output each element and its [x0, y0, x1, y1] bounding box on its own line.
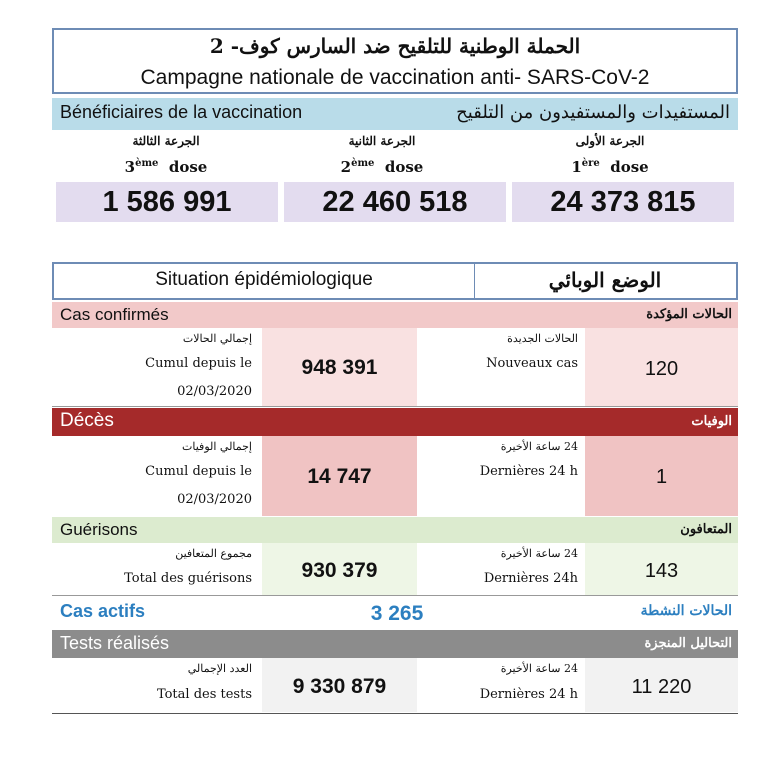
confirmed-cumul-value: 948 391	[301, 356, 378, 379]
deaths-band	[52, 408, 738, 436]
campaign-title-ar: الحملة الوطنية للتلقيح ضد السارس كوف- 2	[209, 34, 581, 58]
deaths-label-ar: الوفيات	[691, 414, 732, 429]
recoveries-bottom-rule	[52, 595, 738, 596]
beneficiaries-label-fr: Bénéficiaires de la vaccination	[60, 102, 303, 122]
confirmed-cumul-label-fr: Cumul depuis le	[145, 356, 252, 371]
recoveries-last-value: 143	[644, 560, 679, 582]
tests-total-label-ar: العدد الإجمالي	[187, 662, 252, 675]
deaths-last-label-fr: Dernières 24 h	[479, 464, 578, 479]
beneficiaries-label-ar: المستفيدات والمستفيدون من التلقيح	[456, 102, 730, 123]
dose2-label-ar: الجرعة الثانية	[348, 134, 416, 148]
dose1-label-ar: الجرعة الأولى	[575, 134, 645, 148]
active-label-fr: Cas actifs	[60, 601, 146, 621]
active-label-ar: الحالات النشطة	[640, 603, 732, 619]
confirmed-cumul-date: 02/03/2020	[177, 384, 252, 399]
deaths-last-value: 1	[655, 466, 668, 488]
deaths-label-fr: Décès	[60, 410, 114, 431]
recoveries-band	[52, 517, 738, 543]
confirmed-band	[52, 302, 738, 328]
deaths-cumul-date: 02/03/2020	[177, 492, 252, 507]
recoveries-last-label-ar: 24 ساعة الأخيرة	[500, 547, 578, 560]
dose1-value: 24 373 815	[512, 182, 734, 222]
dose3-label-ar: الجرعة الثالثة	[132, 134, 200, 148]
confirmed-new-label-fr: Nouveaux cas	[486, 356, 578, 371]
recoveries-label-fr: Guérisons	[60, 520, 138, 539]
epidemiology-header	[52, 262, 738, 300]
tests-last-label-ar: 24 ساعة الأخيرة	[500, 662, 578, 675]
deaths-last-label-ar: 24 ساعة الأخيرة	[500, 440, 578, 453]
dose2-label-fr: 2ème dose	[340, 158, 424, 176]
tests-bottom-rule	[52, 713, 738, 714]
tests-band	[52, 630, 738, 658]
recoveries-last-label-fr: Dernières 24h	[483, 571, 578, 586]
tests-total-value: 9 330 879	[292, 675, 387, 698]
confirmed-new-value: 120	[644, 358, 679, 380]
recoveries-total-value: 930 379	[301, 559, 378, 582]
confirmed-label-fr: Cas confirmés	[60, 305, 169, 324]
dose3-label-fr: 3ème dose	[124, 158, 208, 176]
epidemiology-title-ar: الوضع الوبائي	[548, 268, 662, 292]
confirmed-cumul-label-ar: إجمالي الحالات	[182, 332, 252, 345]
deaths-cumul-label-fr: Cumul depuis le	[145, 464, 252, 479]
tests-total-label-fr: Total des tests	[156, 687, 252, 702]
confirmed-bottom-rule	[52, 406, 738, 407]
recoveries-total-label-fr: Total des guérisons	[124, 571, 252, 586]
deaths-cumul-label-ar: إجمالي الوفيات	[182, 440, 252, 453]
dose1-label-fr: 1ère dose	[571, 158, 649, 176]
recoveries-total-label-ar: مجموع المتعافين	[175, 547, 252, 560]
dose3-value: 1 586 991	[56, 182, 278, 222]
tests-last-value: 11 220	[631, 676, 692, 698]
confirmed-label-ar: الحالات المؤكدة	[646, 307, 732, 322]
tests-label-fr: Tests réalisés	[60, 633, 170, 653]
dose2-value: 22 460 518	[284, 182, 506, 222]
beneficiaries-band	[52, 98, 738, 130]
campaign-title-fr: Campagne nationale de vaccination anti- SARS-CoV-2	[140, 66, 650, 89]
active-value: 3 265	[370, 602, 424, 625]
recoveries-label-ar: المتعافون	[680, 522, 732, 537]
epidemiology-title-fr: Situation épidémiologique	[155, 269, 373, 290]
campaign-title-box	[52, 28, 738, 94]
tests-label-ar: التحاليل المنجزة	[644, 636, 732, 651]
tests-last-label-fr: Dernières 24 h	[479, 687, 578, 702]
confirmed-new-label-ar: الحالات الجديدة	[507, 332, 578, 345]
deaths-cumul-value: 14 747	[307, 465, 372, 488]
